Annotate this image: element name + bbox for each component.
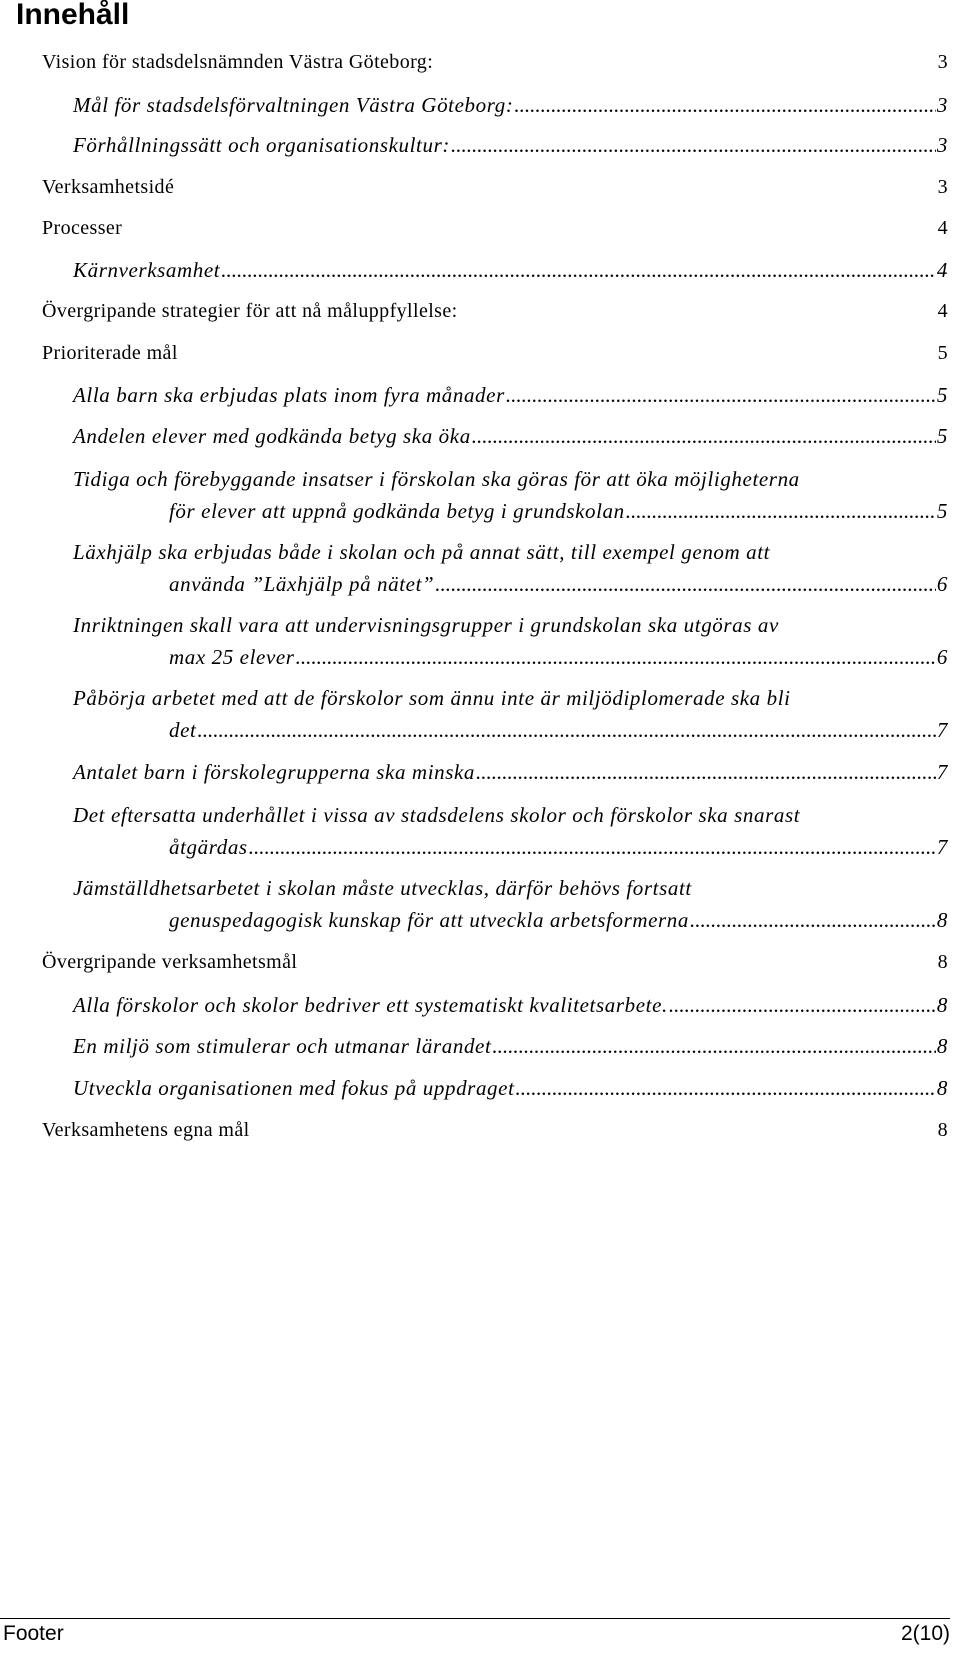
toc-entry-page: 3 xyxy=(937,176,948,198)
toc-heading: Innehåll xyxy=(16,0,130,31)
toc-entry[interactable] xyxy=(73,609,948,673)
toc-entry-page: 5 xyxy=(936,383,948,407)
dot-leader xyxy=(516,1072,936,1104)
toc-entry-title: Jämställdhetsarbetet i skolan måste utvecklas, därför behövs fortsatt xyxy=(73,876,692,900)
toc-entry-page: 8 xyxy=(936,908,948,932)
toc-entry-page: 8 xyxy=(936,993,948,1017)
toc-entry-title: Processer xyxy=(42,217,123,239)
dot-leader xyxy=(197,714,935,746)
toc-entry-title: Alla förskolor och skolor bedriver ett systematiskt kvalitetsarbete. xyxy=(73,993,668,1017)
toc-entry[interactable] xyxy=(42,946,948,978)
toc-entry-page: 3 xyxy=(937,51,948,73)
toc-entry-page: 8 xyxy=(937,1119,948,1141)
toc-entry-page: 8 xyxy=(936,1034,948,1058)
toc-entry-title: Det eftersatta underhållet i vissa av stadsdelens skolor och förskolor ska snarast xyxy=(73,803,801,827)
toc-entry[interactable] xyxy=(73,989,948,1021)
dot-leader xyxy=(472,420,936,452)
dot-leader xyxy=(451,129,936,161)
toc-entry-page: 5 xyxy=(937,342,948,364)
toc-entry[interactable] xyxy=(73,682,948,746)
dot-leader xyxy=(492,1030,935,1062)
toc-entry-title-cont: det xyxy=(169,718,197,742)
toc-entry[interactable] xyxy=(73,463,948,527)
dot-leader xyxy=(296,641,936,673)
toc-entry[interactable] xyxy=(42,295,948,327)
dot-leader xyxy=(690,904,936,936)
toc-entry-title: Påbörja arbetet med att de förskolor som ännu inte är miljödiplomerade ska bli xyxy=(73,686,791,710)
toc-entry-title: Övergripande verksamhetsmål xyxy=(42,951,298,973)
toc-entry-title: Andelen elever med godkända betyg ska öka xyxy=(73,424,471,448)
toc-entry-title: Övergripande strategier för att nå måluppfyllelse: xyxy=(42,300,458,322)
toc-entry-page: 5 xyxy=(936,424,948,448)
toc-entry[interactable] xyxy=(73,1072,948,1104)
toc-entry[interactable] xyxy=(73,89,948,121)
toc-entry[interactable] xyxy=(73,420,948,452)
toc-entry[interactable] xyxy=(73,129,948,161)
toc-entry-page: 6 xyxy=(936,572,948,596)
dot-leader xyxy=(669,989,936,1021)
toc-entry[interactable] xyxy=(73,872,948,936)
toc-entry-title: Mål för stadsdelsförvaltningen Västra Göteborg: xyxy=(73,93,514,117)
dot-leader xyxy=(249,831,936,863)
dot-leader xyxy=(514,89,935,121)
toc-entry-title: Utveckla organisationen med fokus på uppdraget xyxy=(73,1076,515,1100)
toc-entry-title: Alla barn ska erbjudas plats inom fyra månader xyxy=(73,383,505,407)
toc-entry-title: Verksamhetsidé xyxy=(42,176,175,198)
toc-entry-page: 4 xyxy=(937,300,948,322)
toc-entry[interactable] xyxy=(42,212,948,244)
toc-entry-title-cont: åtgärdas xyxy=(169,835,248,859)
dot-leader xyxy=(626,495,936,527)
toc-entry[interactable] xyxy=(73,756,948,788)
toc-entry-title: Verksamhetens egna mål xyxy=(42,1119,250,1141)
toc-entry-title: En miljö som stimulerar och utmanar lärandet xyxy=(73,1034,492,1058)
toc-entry-page: 4 xyxy=(936,258,948,282)
toc-entry-title-cont: genuspedagogisk kunskap för att utveckla arbetsformerna xyxy=(169,908,689,932)
toc-entry-title: Antalet barn i förskolegrupperna ska minska xyxy=(73,760,476,784)
toc-entry-page: 4 xyxy=(937,217,948,239)
toc-entry-title-cont: max 25 elever xyxy=(169,645,295,669)
dot-leader xyxy=(435,568,936,600)
toc-entry-page: 7 xyxy=(936,718,948,742)
toc-entry-page: 5 xyxy=(936,499,948,523)
dot-leader xyxy=(221,254,936,286)
toc-entry-title-cont: använda ”Läxhjälp på nätet” xyxy=(169,572,435,596)
toc-entry[interactable] xyxy=(73,536,948,600)
dot-leader xyxy=(506,379,936,411)
toc-entry-title-cont: för elever att uppnå godkända betyg i grundskolan xyxy=(169,499,625,523)
toc-entry-page: 3 xyxy=(936,133,948,157)
toc-entry[interactable] xyxy=(73,254,948,286)
toc-entry-page: 3 xyxy=(936,93,948,117)
toc-entry-page: 7 xyxy=(936,835,948,859)
toc-entry[interactable] xyxy=(73,1030,948,1062)
toc-entry[interactable] xyxy=(42,1114,948,1146)
dot-leader xyxy=(476,756,936,788)
toc-entry-title: Vision för stadsdelsnämnden Västra Göteborg: xyxy=(42,51,434,73)
toc-entry-title: Tidiga och förebyggande insatser i förskolan ska göras för att öka möjligheterna xyxy=(73,467,800,491)
toc-entry[interactable] xyxy=(42,171,948,203)
toc-entry[interactable] xyxy=(73,799,948,863)
footer-label: Footer xyxy=(3,1622,64,1645)
toc-entry-page: 6 xyxy=(936,645,948,669)
toc-entry[interactable] xyxy=(42,337,948,369)
toc-entry-title: Inriktningen skall vara att undervisningsgrupper i grundskolan ska utgöras av xyxy=(73,613,779,637)
page-number: 2(10) xyxy=(900,1622,950,1645)
toc-entry-page: 8 xyxy=(936,1076,948,1100)
toc-entry-title: Förhållningssätt och organisationskultur: xyxy=(73,133,450,157)
toc-entry-title: Läxhjälp ska erbjudas både i skolan och på annat sätt, till exempel genom att xyxy=(73,540,771,564)
toc-entry-page: 8 xyxy=(937,951,948,973)
toc-entry-page: 7 xyxy=(936,760,948,784)
toc-entry-title: Prioriterade mål xyxy=(42,342,178,364)
toc-entry[interactable] xyxy=(73,379,948,411)
toc-entry-title: Kärnverksamhet xyxy=(73,258,221,282)
toc-entry[interactable] xyxy=(42,46,948,78)
page-footer xyxy=(0,1618,950,1646)
